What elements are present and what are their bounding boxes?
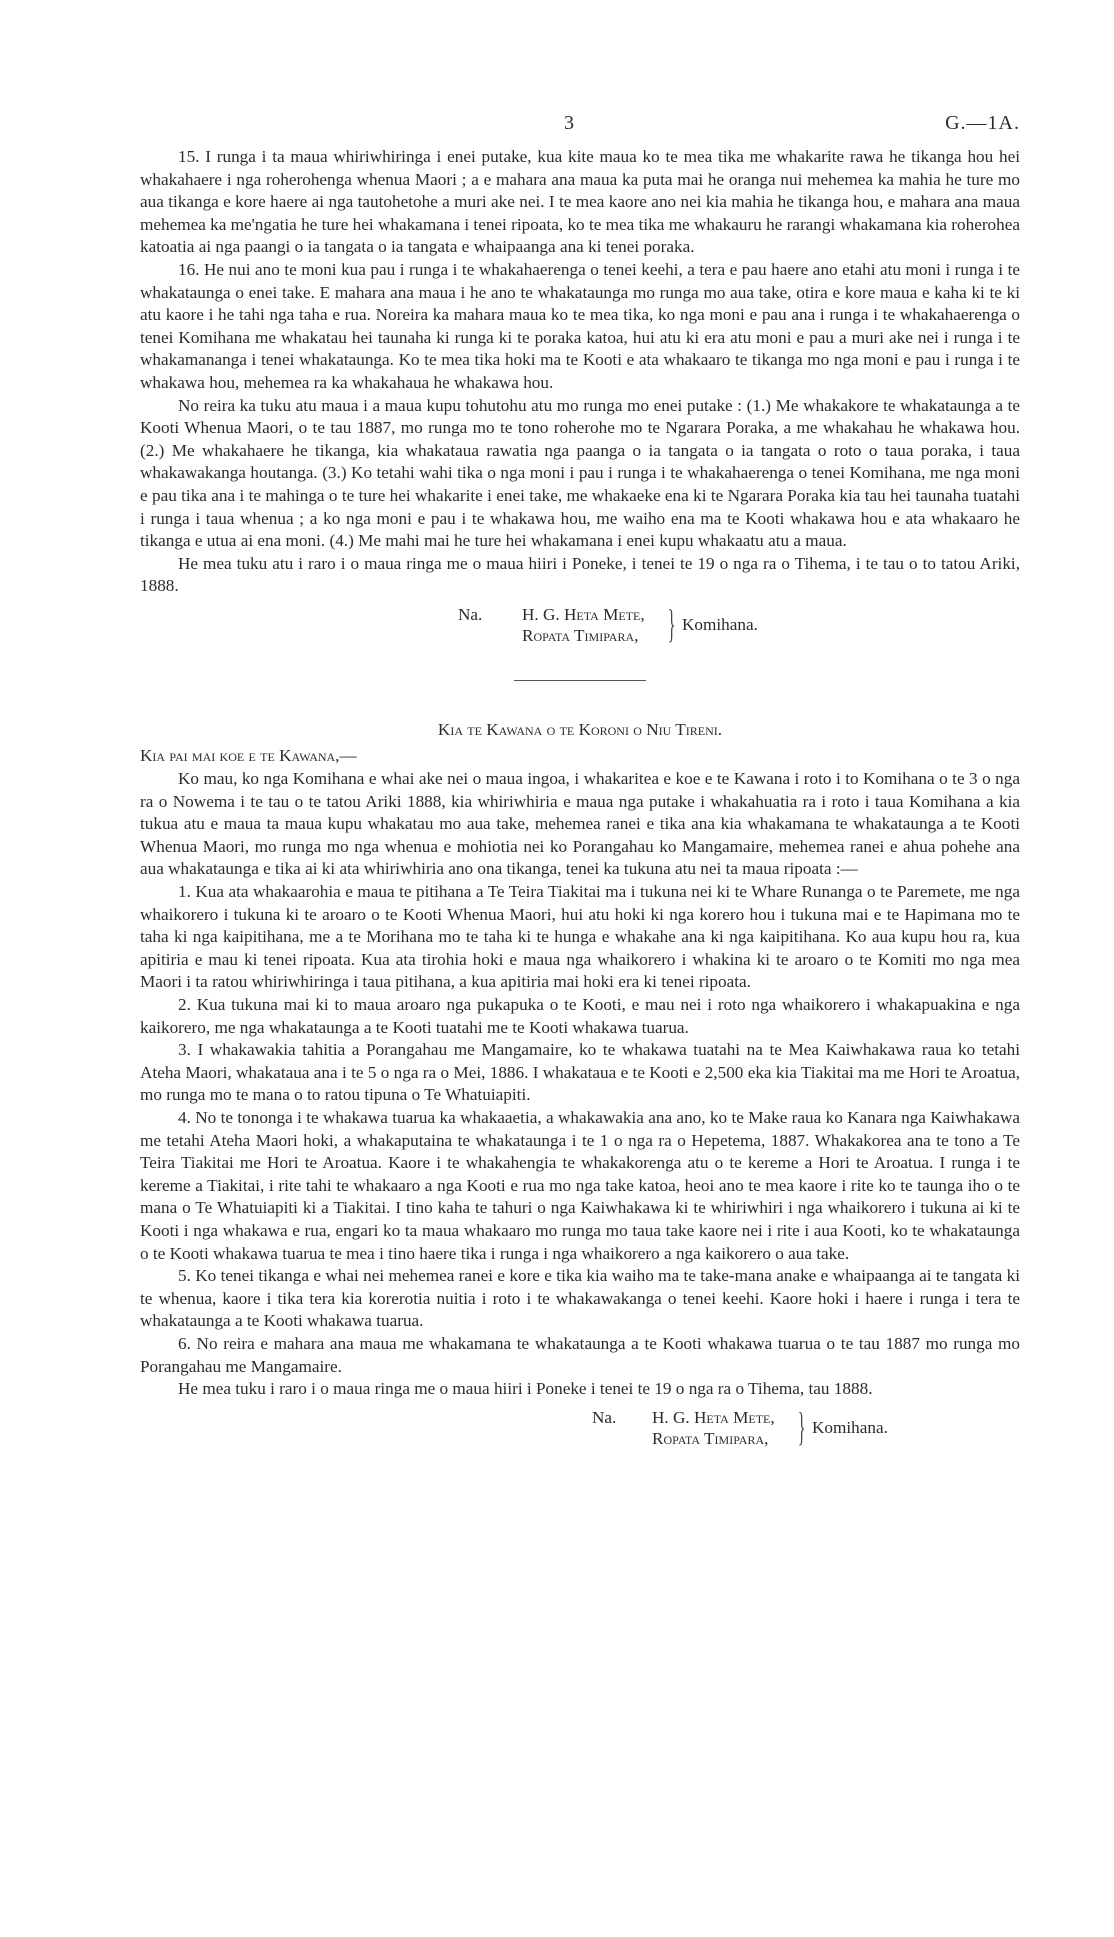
numbered-item: 2. Kua tukuna mai ki to maua aroaro nga pukapuka o te Kooti, e mau nei i roto nga whaikorero i whakapuakina e nga kaikorero, me nga whakataunga a te Kooti tuatahi me te Kooti whakawa tuarua.: [140, 995, 1020, 1037]
signatory-role: Komihana.: [682, 614, 758, 634]
numbered-item: 5. Ko tenei tikanga e whai nei mehemea ranei e kore e tika kia waiho ma te take-mana anake e whaipaanga ai te tangata ki te whenua, kaore i tika tera kia korerotia nuitia i roto i te whakawakanga o tenei keehi. Kaore hoki i haere i runga i tera te whakataunga a te Kooti whakawa tuarua.: [140, 1266, 1020, 1331]
document-page: [140, 112, 1020, 1451]
signature-na: Na.: [458, 604, 483, 624]
signatory-role: Komihana.: [812, 1417, 888, 1437]
page-number: 3: [564, 112, 574, 134]
paragraph: Ko mau, ko nga Komihana e whai ake nei o maua ingoa, i whakaritea e koe e te Kawana i roto i to Komihana o te 3 o nga ra o Nowema i te tau o te tatou Ariki 1888, kia whiriwhiria e maua nga putake i whakahuatia ra i roto i taua Komihana a kia tukua atu e maua ta maua kupu whakatau mo aua take, mehemea ranei e tika ana kia whakamana te whakataunga a te Kooti Whenua Maori, mo runga mo nga whenua e mohiotia nei ko Porangahau ko Mangamaire, mehemea ranei e ahua pohehe ana aua whakataunga e tika ai ki ata whiriwhiria ano ona tikanga, tenei ka tukuna atu nei ta maua ripoata :—: [140, 769, 1020, 879]
page-header: [140, 112, 1020, 146]
brace: }: [667, 600, 676, 646]
signatory-names: [522, 604, 645, 646]
document-code: G.—1A.: [945, 112, 1020, 134]
signatory-name: H. G. Heta Mete,: [522, 604, 645, 624]
signatory-name: Ropata Timipara,: [522, 625, 639, 645]
report-section: [140, 146, 1020, 648]
signature-block: [140, 1405, 1020, 1451]
numbered-item: 1. Kua ata whakaarohia e maua te pitihana a Te Teira Tiakitai ma i tukuna nei ki te Whare Runanga o te Paremete, me nga whaikorero i tukuna ki te aroaro o te Kooti Whenua Maori, hui atu hoki ki nga korero hou i tukuna mai e te Hapimana mo te taha ki nga kaipitihana, me a te Morihana mo te taha ki te hunga e whakahe ana ki nga kaipitihana. Ko aua kupu hou ra, kua apitiria e mau ki tenei ripoata. Kua ata tirohia hoki e maua nga whaikorero i whakina ki te aroaro o te Komiti mo nga mea Maori i ta ratou whiriwhiringa i taua pitihana, a kua apitiria mai hoki era ki tenei ripoata.: [140, 882, 1020, 992]
closing-paragraph: He mea tuku i raro i o maua ringa me o maua hiiri i Poneke i tenei te 19 o nga ra o Tihema, tau 1888.: [178, 1379, 873, 1399]
paragraph: 16. He nui ano te moni kua pau i runga i te whakahaerenga o tenei keehi, a tera e pau haere ano etahi atu moni i runga i te whakataunga o enei take. E mahara ana maua i he ano te whakataunga mo runga mo aua take, otira e kore maua e kaha ki te ki atu kaore i he tahi nga taha e rua. Noreira ka mahara maua ko te mea tika, ko nga moni e pau ana i runga i te whakahaerenga o tenei Komihana me whakatau hei taunaha ki runga ki te poraka katoa, hui atu ki era atu moni e pau a muri ake nei i runga i te whakamananga i tenei whakataunga. Ko te mea tika hoki ma te Kooti e ata whakaaro te tikanga mo nga moni e pau i runga i te whakawa hou, mehemea ra ka whakahaua he whakawa hou.: [140, 259, 1020, 392]
signatory-name: Ropata Timipara,: [652, 1428, 769, 1448]
greeting: Kia pai mai koe e te Kawana,—: [140, 746, 357, 766]
paragraph: He mea tuku atu i raro i o maua ringa me o maua hiiri i Poneke, i tenei te 19 o nga ra o Tihema, i te tau o to tatou Ariki, 1888.: [140, 553, 1020, 596]
numbered-item: 6. No reira e mahara ana maua me whakamana te whakataunga a te Kooti whakawa tuarua o te tau 1887 mo runga mo Porangahau me Mangamaire.: [140, 1333, 1020, 1376]
section-divider: [514, 680, 646, 681]
numbered-item: 3. I whakawakia tahitia a Porangahau me Mangamaire, ko te whakawa tuatahi na te Mea Kaiwhakawa raua ko tetahi Ateha Maori, whakataua ana i te 5 o nga ra o Mei, 1886. I whakataua e te Kooti e 2,500 eka kia Tiakitai ma me Hori te Aroatua, mo runga mo te mana o to ratou tipuna o Te Whatuiapiti.: [140, 1040, 1020, 1105]
paragraph: No reira ka tuku atu maua i a maua kupu tohutohu atu mo runga mo enei putake : (1.) Me whakakore te whakataunga a te Kooti Whenua Maori, o te tau 1887, mo runga mo te tono roherohe mo te Ngarara Poraka, a me whakahau he whakawa hou. (2.) Me whakahaere he tikanga, kia whakataua rawatia nga paanga o ia tangata o ia tangata o roto o taua poraka, i taua whakawakanga houtanga. (3.) Ko tetahi wahi tika o nga moni i pau i runga i te whakahaerenga o tenei Komihana, me nga moni e pau tika ana i te mahinga o te ture hei whakarite i enei take, me whakaeke ena ki te Ngarara Poraka kia tau hei taunaha tuatahi i runga i taua whenua ; a ko nga moni e pau i te whakawa hou, me waiho ena ma te Kooti whakawa hou e ata whakaaro he tikanga e utua ai ena moni. (4.) Me mahi mai he ture hei whakamana i enei kupu whakaatu atu a maua.: [140, 395, 1020, 551]
address-title: Kia te Kawana o te Koroni o Niu Tireni.: [437, 719, 723, 739]
address-section: [140, 719, 1020, 1451]
signatory-name: H. G. Heta Mete,: [652, 1407, 775, 1427]
brace: }: [797, 1403, 806, 1449]
numbered-item: 4. No te tononga i te whakawa tuarua ka whakaaetia, a whakawakia ana ano, ko te Make raua ko Kanara nga Kaiwhakawa me tetahi Ateha Maori hoki, a whakaputaina te whakataunga i te 1 o nga ra o Hepetema, 1887. Whakakorea ana te tono a Te Teira Tiakitai me Hori te Aroatua. Kaore i te whakahengia te whakakorenga atu o te kereme a Hori te Aroatua. I runga i te kereme a Tiakitai, i rite tahi te whakaaro a nga Kooti e rua mo nga take katoa, heoi ano te mea kaore i rite ko te taunga iho o te mana o Te Whatuiapiti ki a Tiakitai. I tino kaha te tahuri o nga Kaiwhakawa ki te whiriwhiri i nga whaikorero i tukuna ai ki te Kooti i nga whakawa e rua, engari ko ta maua whakaaro mo runga mo taua take kaore nei i rite i aua Kooti, ko te whakataunga o te Kooti whakawa tuarua te mea i tino haere tika i runga i nga whaikorero a nga kaikorero o aua take.: [140, 1107, 1020, 1263]
signature-block: [140, 602, 1020, 648]
signatory-names: [652, 1407, 775, 1449]
signature-na: Na.: [592, 1407, 617, 1427]
paragraph: 15. I runga i ta maua whiriwhiringa i enei putake, kua kite maua ko te mea tika me whakarite rawa he tikanga hou hei whakahaere i nga roherohenga whenua Maori ; a e mahara ana maua ka puta mai he oranga nui mehemea ka mahia he ture mo aua tikanga e kore haere ai nga tautohetohe a muri ake nei. I te mea kaore ano nei kia mahia he tikanga hou, e mahara ana maua mehemea ka me'ngatia he ture hei whakamana i tenei ripoata, ko te mea tika me whakauru he rarangi whakamana kia roherohea katoatia ai nga paangi o ia tangata o ia tangata e whaipaanga ana ki tenei poraka.: [140, 147, 1020, 257]
